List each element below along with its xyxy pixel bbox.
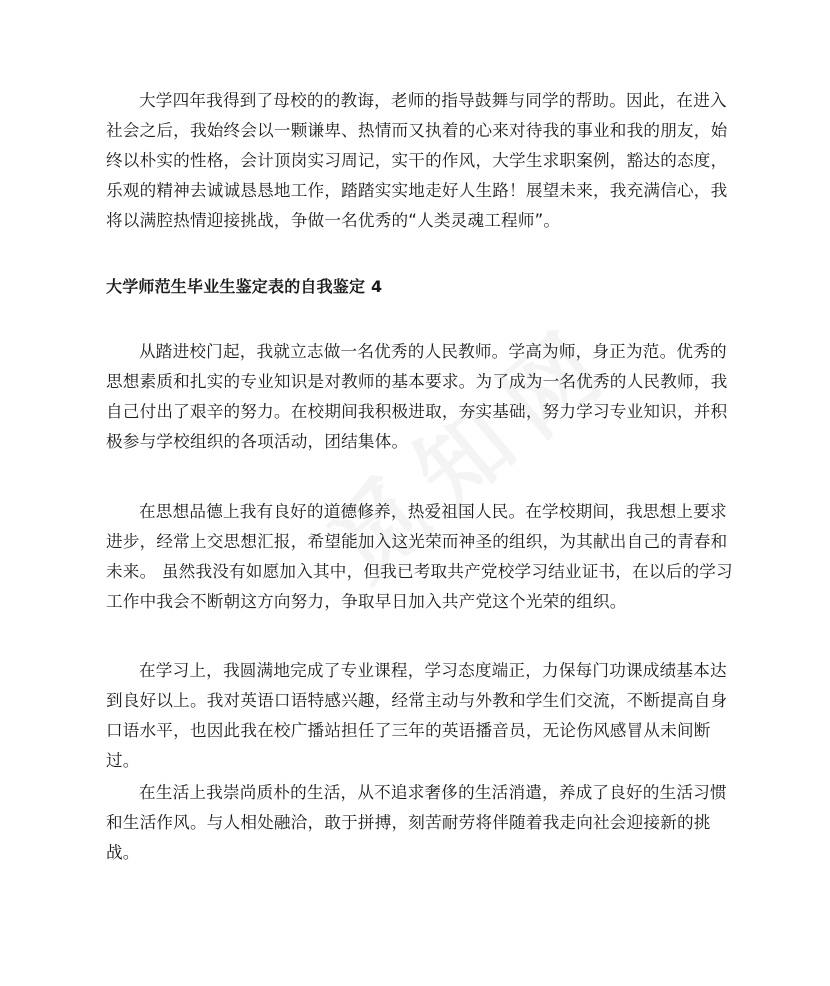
- paragraph-2: 从踏进校门起，我就立志做一名优秀的人民教师。学高为师，身正为范。优秀的思想素质和扎实的专业知识是对教师的基本要求。为了成为一名优秀的人民教师，我自己付出了艰辛的努力。在校期间我积极进取，夯实基础，努力学习专业知识，并积极参与学校组织的各项活动，团结集体。: [106, 342, 728, 451]
- paragraph-4: 在学习上，我圆满地完成了专业课程，学习态度端正，力保每门功课成绩基本达到良好以上。我对英语口语特感兴趣，经常主动与外教和学生们交流，不断提高自身口语水平，也因此我在校广播站担任了三年的英语播音员，无论伤风感冒从未间断过。: [106, 661, 728, 770]
- paragraph-5: 在生活上我崇尚质朴的生活，从不追求奢侈的生活消遣，养成了良好的生活习惯和生活作风。与人相处融洽，敢于拼搏，刻苦耐劳将伴随着我走向社会迎接新的挑战。: [106, 783, 727, 862]
- section-heading: 大学师范生毕业生鉴定表的自我鉴定 4: [106, 277, 383, 296]
- paragraph-1: 大学四年我得到了母校的的教诲，老师的指导鼓舞与同学的帮助。因此，在进入社会之后，我始终会以一颗谦卑、热情而又执着的心来对待我的事业和我的朋友，始终以朴实的性格，会计顶岗实习周记，实干的作风，大学生求职案例，豁达的态度，乐观的精神去诚诚恳恳地工作，踏踏实实地走好人生路！展望未来，我充满信心，我将以满腔热情迎接挑战，争做一名优秀的“人类灵魂工程师”。: [106, 91, 728, 230]
- paragraph-3: 在思想品德上我有良好的道德修养，热爱祖国人民。在学校期间，我思想上要求进步，经常上交思想汇报，希望能加入这光荣而神圣的组织，为其献出自己的青春和未来。 虽然我没有如愿加入其中，但我已考取共产党校学习结业证书，在以后的学习工作中我会不断朝这方向努力，争取早日加入共产党这个光荣的组织。: [106, 502, 733, 611]
